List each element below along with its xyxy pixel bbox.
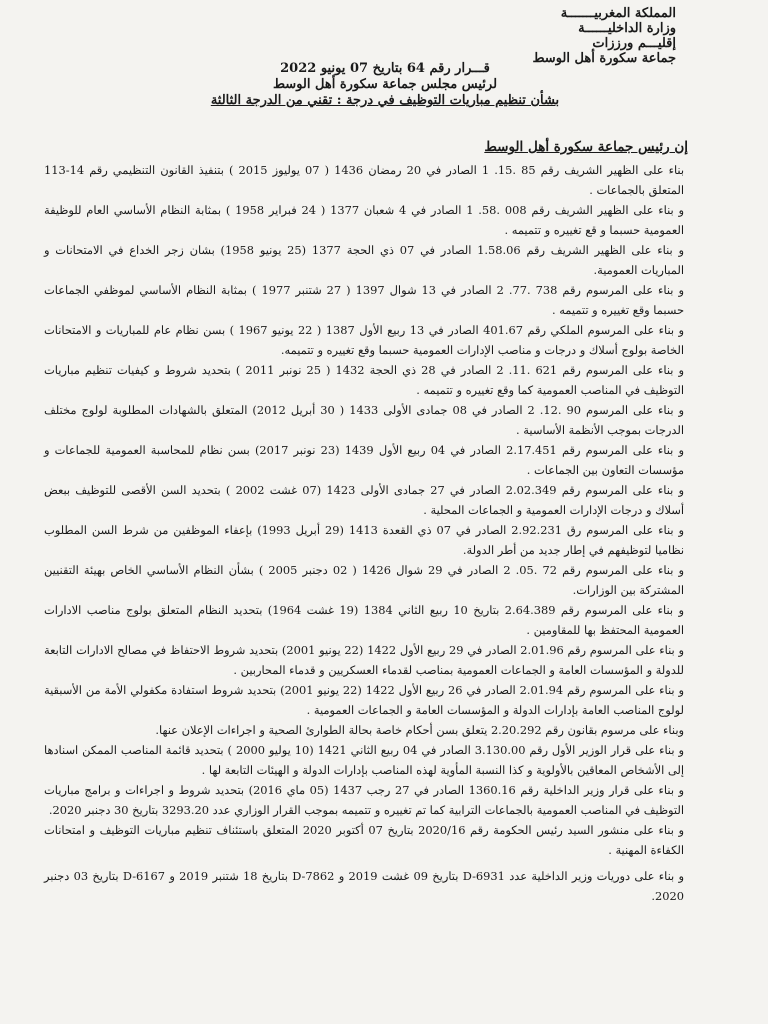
decision-title (200, 61, 570, 109)
clause-item: و بناء على المرسوم رقم 621 .11. 2 الصادر في 28 ذي الحجة 1432 ( 25 نونبر 2011 ) بتحديد شروط و كيفيات تنظيم مباريات التوظيف في المناصب العمومية كما وقع تغييره و تتميمه . (44, 363, 684, 397)
clause-item: و بناء على قرار وزير الداخلية رقم 1360.16 الصادر في 27 رجب 1437 (05 ماي 2016) بتحديد شروط و اجراءات و برامج مباريات التوظيف في المناصب العمومية بالجماعات الترابية كما تم تغييره و تتميمه بموجب القرار الوزاري عدد 3293.20 بتاريخ 30 دجنبر 2020. (44, 783, 685, 817)
clause-item: و بناء على المرسوم رقم 2.01.94 الصادر في 26 ربيع الأول 1422 (22 يونيو 2001) بتحديد شروط استفادة مكفولي الأمة من الأسبقية لولوج المناصب العامة بإدارات الدولة و المؤسسات العامة و الجماعات العمومية . (44, 683, 684, 717)
clause-item: و بناء على دوريات وزير الداخلية عدد D-6931 بتاريخ 09 غشت 2019 و D-7862 بتاريخ 18 شتنبر 2019 و D-6167 بتاريخ 03 دجنبر 2020. (44, 869, 685, 903)
administrative-header (532, 6, 676, 66)
clause-item: و بناء على المرسوم رقم 72 .05. 2 الصادر في 29 شوال 1426 ( 02 دجنبر 2005 ) بشأن النظام الأساسي الخاص بهيئة التقنيين المشتركة بين الوزارات. (44, 563, 684, 597)
clause-item: و بناء على المرسوم الملكي رقم 401.67 الصادر في 13 ربيع الأول 1387 ( 22 يونيو 1967 ) بسن نظام عام للمباريات و الامتحانات الخاصة بولوج أسلاك و درجات و مناصب الإدارات العمومية حسبما وقع تغييره و تتميمه. (44, 323, 685, 357)
clause-item: و بناء على المرسوم رقم 2.02.349 الصادر في 27 جمادى الأولى 1423 (07 غشت 2002 ) بتحديد السن الأقصى للتوظيف ببعض أسلاك و درجات الإدارات العمومية و الجماعات المحلية . (44, 483, 684, 517)
clause-item: و بناء على الظهير الشريف رقم 1.58.06 الصادر في 07 ذي الحجة 1377 (25 يونيو 1958) بشان زجر الخداع في الامتحانات و المباريات العمومية. (44, 243, 684, 277)
header-commune: جماعة سكورة أهل الوسط (532, 51, 676, 66)
clause-item: و بناء على قرار الوزير الأول رقم 3.130.00 الصادر في 04 ربيع الثاني 1421 (10 يوليو 2000 ) بتحديد قائمة المناصب الممكن اسنادها إلى الأشخاص المعاقين بالأولوية و كذا النسبة المأوية لهذه المناصب بإدارات الدولة و الهيئات التابعة لها . (44, 743, 684, 777)
clause-item: و بناء على المرسوم رقم 2.01.96 الصادر في 29 ربيع الأول 1422 (22 يونيو 2001) بتحديد شروط الاحتفاظ في مصالح الادارات التابعة للدولة و المؤسسات العامة و الجماعات العمومية بمناصب لقدماء العسكريين و قدماء المحاربين . (44, 643, 684, 677)
decision-issuer: لرئيس مجلس جماعة سكورة أهل الوسط (272, 77, 498, 92)
decision-number: قـــرار رقم 64 بتاريخ 07 يونيو 2022 (280, 61, 490, 76)
clause-item: و بناء على المرسوم 90 .12. 2 الصادر في 08 جمادى الأولى 1433 ( 30 أبريل 2012) المتعلق بالشهادات المطلوبة لولوج مختلف الدرجات بموجب الأنظمة الأساسية . (44, 403, 684, 437)
clause-item: و بناء على المرسوم رقم 2.64.389 بتاريخ 10 ربيع الثاني 1384 (19 غشت 1964) بتحديد النظام المتعلق بولوج مناصب الادارات العمومية المحتفظ بها للمقاومين . (44, 603, 684, 637)
clause-item: و بناء على المرسوم رقم 738 .77. 2 الصادر في 13 شوال 1397 ( 27 شتنبر 1977 ) بمثابة النظام الأساسي لموظفي الجماعات حسبما وقع تغييره و تتميمه . (44, 283, 684, 317)
legal-basis-list (44, 160, 684, 906)
header-ministry: وزارة الداخليــــــة (578, 21, 676, 36)
clause-item: بناء على الظهير الشريف رقم 85 .15. 1 الصادر في 20 رمضان 1436 ( 07 يوليوز 2015 ) بتنفيذ القانون التنظيمي رقم 14-113 المتعلق بالجماعات . (44, 163, 685, 197)
clause-item: و بناء على منشور السيد رئيس الحكومة رقم 2020/16 بتاريخ 07 أكتوبر 2020 المتعلق باستئناف تنظيم مباريات التوظيف و امتحانات الكفاءة المهنية . (44, 823, 685, 857)
clause-item: وبناء على مرسوم بقانون رقم 2.20.292 يتعلق بسن أحكام خاصة بحالة الطوارئ الصحية و اجراءات الإعلان عنها. (155, 723, 684, 737)
clause-item: و بناء على المرسوم رقم 2.17.451 الصادر في 04 ربيع الأول 1439 (23 نونبر 2017) بسن نظام للمحاسبة العمومية للجماعات و مؤسسات التعاون بين الجماعات . (44, 443, 684, 477)
preamble: إن رئيس جماعة سكورة أهل الوسط (484, 139, 688, 155)
header-province: إقليـــم ورززات (592, 36, 676, 51)
decision-subject: بشأن تنظيم مباريات التوظيف في درجة : تقني من الدرجة الثالثة (210, 93, 560, 108)
header-kingdom: المملكة المغربيـــــــة (560, 6, 676, 21)
clause-item: و بناء على الظهير الشريف رقم 008 .58. 1 الصادر في 4 شعبان 1377 ( 24 فبراير 1958 ) بمثابة النظام الأساسي العام للوظيفة العمومية حسبما و قع تغييره و تتميمه . (44, 203, 684, 237)
clause-item: و بناء على المرسوم رق 2.92.231 الصادر في 07 ذي القعدة 1413 (29 أبريل 1993) بإعفاء الموظفين من شرط السن المطلوب نظاميا لتوظيفهم في إطار جديد من أطر الدولة. (44, 523, 684, 557)
